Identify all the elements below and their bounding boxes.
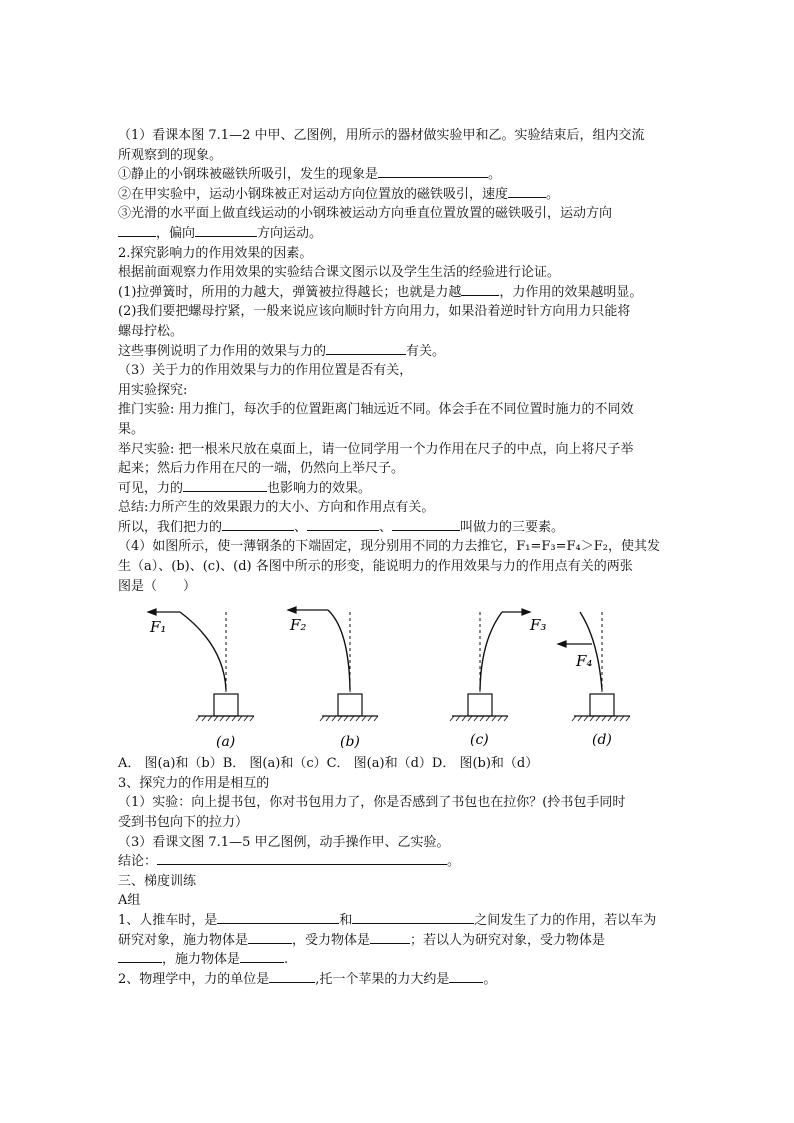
text-segment: ，受力物体是 (292, 932, 371, 948)
panel-c (450, 609, 530, 721)
force-label-f4: F₄ (576, 652, 593, 671)
force-label-f1: F₁ (150, 618, 167, 637)
text-segment: ，力作用的效果越明显。 (499, 284, 643, 300)
section-heading: 3、探究力的作用是相互的 (118, 775, 270, 791)
answer-blank[interactable] (508, 185, 546, 198)
answer-blank[interactable] (222, 518, 294, 531)
text-segment: 有关。 (406, 343, 446, 359)
text-segment: 、 (294, 519, 308, 535)
text-line: 果。 (118, 421, 145, 437)
text-segment: 方向运动。 (257, 225, 323, 241)
text-segment: 叫做力的三要素。 (460, 519, 565, 535)
answer-blank[interactable] (392, 518, 460, 531)
caption-c: (c) (470, 732, 489, 749)
force-label-f2: F₂ (290, 616, 307, 635)
force-label-f3: F₃ (530, 616, 547, 635)
text-line: 起来；然后力作用在尺的一端，仍然向上举尺子。 (118, 461, 405, 477)
answer-blank[interactable] (118, 224, 156, 237)
text-line: （4）如图所示，使一薄钢条的下端固定，现分别用不同的力去推它，F₁=F₃=F₄＞F₂，使其发 (118, 539, 660, 555)
text-segment: 研究对象，施力物体是 (118, 932, 249, 948)
text-line: 举尺实验: 把一根米尺放在桌面上，请一位同学用一个力作用在尺子的中点，向上将尺子举 (118, 441, 634, 457)
section-heading: 三、梯度训练 (118, 873, 197, 889)
text-line: （1）实验：向上提书包，你对书包用力了，你是否感到了书包也在拉你？(拎书包手同时 (118, 795, 626, 811)
caption-d: (d) (592, 732, 612, 749)
group-label: A组 (118, 893, 141, 909)
fill-line (118, 342, 678, 362)
text-line: (2)我们要把螺母拧紧，一般来说应该向顺时针方向用力，如果沿着逆时针方向用力只能将 (118, 304, 631, 320)
text-segment: 结论： (118, 854, 158, 870)
text-line: 推门实验: 用力推门，每次手的位置距离门轴远近不同。体会手在不同位置时施力的不同效 (118, 402, 634, 418)
text-segment: ，施力物体是 (162, 952, 241, 968)
answer-blank[interactable] (326, 342, 406, 355)
fill-line (118, 185, 678, 205)
section-heading: 2.探究影响力的作用效果的因素。 (118, 245, 313, 261)
text-segment: 之间发生了力的作用，若以车为 (474, 913, 657, 928)
text-segment: (1)拉弹簧时，所用的力越大，弹簧被拉得越长；也就是力越 (118, 284, 462, 300)
answer-blank[interactable] (461, 283, 499, 296)
answer-blank[interactable] (118, 950, 162, 963)
fill-line (118, 970, 678, 990)
answer-blank[interactable] (240, 950, 284, 963)
answer-options: A． 图(a)和（b）B． 图(a)和（c）C． 图(a)和（d）D． 图(b)和（d） (118, 756, 539, 772)
text-line: 图是（ ） (118, 578, 197, 594)
text-line: 受到书包向下的拉力） (118, 815, 249, 831)
text-line: 用实验探究: (118, 382, 188, 398)
text-segment: 所以，我们把力的 (118, 519, 223, 535)
text-segment: 这些事例说明了力作用的效果与力的 (118, 343, 327, 359)
fill-line (118, 931, 678, 951)
fill-line (118, 852, 678, 872)
worksheet-page (118, 126, 678, 989)
text-segment: ②在甲实验中，运动小钢珠被正对运动方向位置放的磁铁吸引，速度 (118, 186, 509, 202)
answer-blank[interactable] (183, 479, 267, 492)
fill-line (118, 518, 678, 538)
caption-a: (a) (216, 734, 236, 751)
text-segment: 和 (339, 913, 353, 928)
text-segment: 、 (379, 519, 393, 535)
steel-strip-figure (118, 600, 678, 752)
text-segment: 也影响力的效果。 (267, 480, 372, 496)
text-line: 根据前面观察力作用效果的实验结合课文图示以及学生生活的经验进行论证。 (118, 265, 561, 281)
text-line: 所观察到的现象。 (118, 147, 223, 163)
text-segment: 。 (546, 186, 560, 202)
fill-line (118, 224, 678, 244)
text-segment: . (284, 952, 289, 968)
text-line: （1）看课本图 7.1—2 中甲、乙图例，用所示的器材做实验甲和乙。实验结束后，组内交流 (118, 128, 645, 143)
fill-line (118, 479, 678, 499)
text-line: （3）关于力的作用效果与力的作用位置是否有关， (118, 363, 413, 379)
text-segment: ,托一个苹果的力大约是 (315, 971, 450, 987)
answer-blank[interactable] (449, 970, 483, 983)
fill-line (118, 911, 678, 931)
text-line: ③光滑的水平面上做直线运动的小钢珠被运动方向垂直位置放置的磁铁吸引，运动方向 (118, 206, 613, 222)
answer-blank[interactable] (217, 911, 339, 924)
text-segment: ；若以人为研究对象，受力物体是 (410, 932, 606, 948)
text-line: 生（a）、(b)、(c)、(d) 各图中所示的形变，能说明力的作用效果与力的作用点有关的两张 (118, 559, 633, 575)
fill-line (118, 165, 678, 185)
text-segment: 。 (488, 167, 502, 183)
fill-line (118, 950, 678, 970)
text-segment: 。 (483, 971, 497, 987)
answer-blank[interactable] (269, 970, 315, 983)
text-line: 总结:力所产生的效果跟力的大小、方向和作用点有关。 (118, 500, 435, 516)
answer-blank[interactable] (352, 911, 474, 924)
text-line: 螺母拧松。 (118, 323, 184, 339)
answer-blank[interactable] (307, 518, 379, 531)
text-segment: 1、人推车时，是 (118, 913, 218, 928)
text-line: （3）看课文图 7.1—5 甲乙图例，动手操作甲、乙实验。 (118, 834, 450, 850)
text-segment: ，偏向 (156, 225, 196, 241)
answer-blank[interactable] (378, 165, 488, 178)
text-segment: 。 (447, 854, 461, 870)
text-segment: ①静止的小钢珠被磁铁所吸引，发生的现象是 (118, 167, 379, 183)
text-segment: 可见，力的 (118, 480, 184, 496)
answer-blank[interactable] (157, 852, 447, 865)
text-segment: 2、物理学中，力的单位是 (118, 971, 270, 987)
answer-blank[interactable] (248, 931, 292, 944)
fill-line (118, 283, 678, 303)
caption-b: (b) (340, 734, 360, 751)
answer-blank[interactable] (195, 224, 257, 237)
panel-d (558, 612, 630, 721)
answer-blank[interactable] (370, 931, 410, 944)
